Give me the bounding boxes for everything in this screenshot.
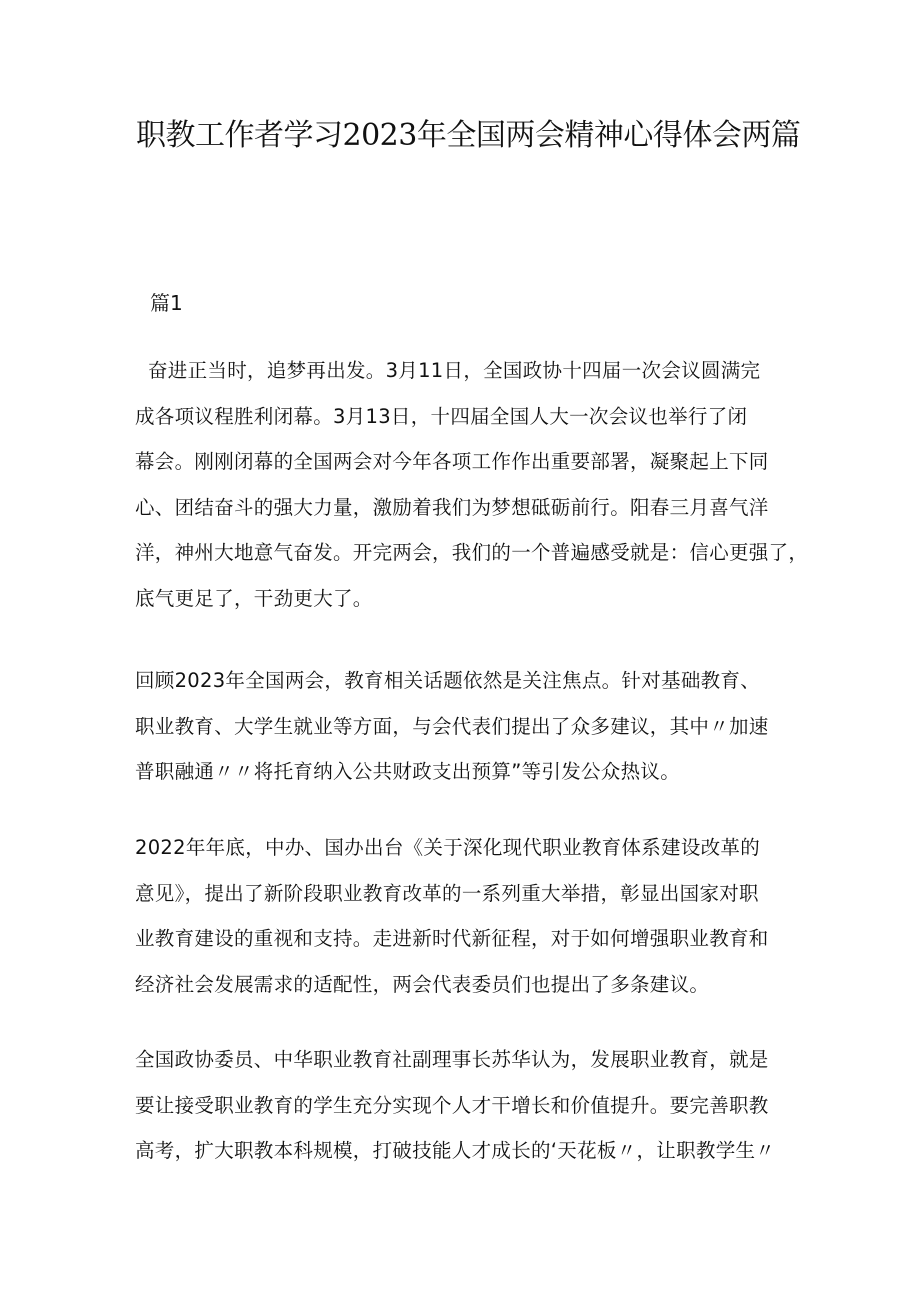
paragraph-3 bbox=[135, 825, 785, 1007]
paragraph-2 bbox=[135, 658, 785, 795]
paragraph-line: 意见》，提出了新阶段职业教育改革的一系列重大举措，彰显出国家对职 bbox=[135, 881, 759, 905]
document-title: 职教工作者学习2023年全国两会精神心得体会两篇 bbox=[136, 118, 801, 153]
paragraph-line: 高考，扩大职教本科规模，打破技能人才成长的‘天花板〃，让职教学生〃 bbox=[135, 1139, 776, 1162]
paragraph-4 bbox=[135, 1037, 785, 1174]
paragraph-line: 普职融通〃〃将托育纳入公共财政支出预算”等引发公众热议。 bbox=[135, 760, 681, 783]
paragraph-line: 心、团结奋斗的强大力量，激励着我们为梦想砥砺前行。阳春三月喜气洋 bbox=[135, 495, 769, 519]
paragraph-line: 洋，神州大地意气奋发。开完两会，我们的一个普遍感受就是：信心更强了， bbox=[135, 541, 809, 564]
paragraph-line: 2022年年底，中办、国办出台《关于深化现代职业教育体系建设改革的 bbox=[135, 836, 761, 859]
paragraph-1 bbox=[135, 348, 809, 621]
paragraph-line: 回顾2023年全国两会，教育相关话题依然是关注焦点。针对基础教育、 bbox=[135, 669, 761, 692]
paragraph-line: 底气更足了，干劲更大了。 bbox=[135, 586, 373, 610]
section-label: 篇1 bbox=[150, 291, 183, 315]
paragraph-line: 幕会。刚刚闭幕的全国两会对今年各项工作作出重要部署，凝聚起上下同 bbox=[135, 450, 769, 473]
paragraph-line: 奋进正当时，追梦再出发。3月11日，全国政协十四届一次会议圆满完 bbox=[135, 359, 761, 382]
paragraph-line: 成各项议程胜利闭幕。3月13日，十四届全国人大一次会议也举行了闭 bbox=[135, 404, 748, 428]
paragraph-line: 经济社会发展需求的适配性，两会代表委员们也提出了多条建议。 bbox=[135, 972, 710, 996]
paragraph-line: 职业教育、大学生就业等方面，与会代表们提出了众多建议，其中〃加速 bbox=[135, 714, 769, 738]
paragraph-line: 要让接受职业教育的学生充分实现个人才干增长和价值提升。要完善职教 bbox=[135, 1093, 769, 1117]
paragraph-line: 全国政协委员、中华职业教育社副理事长苏华认为，发展职业教育，就是 bbox=[135, 1048, 769, 1071]
paragraph-line: 业教育建设的重视和支持。走进新时代新征程，对于如何增强职业教育和 bbox=[135, 927, 769, 950]
